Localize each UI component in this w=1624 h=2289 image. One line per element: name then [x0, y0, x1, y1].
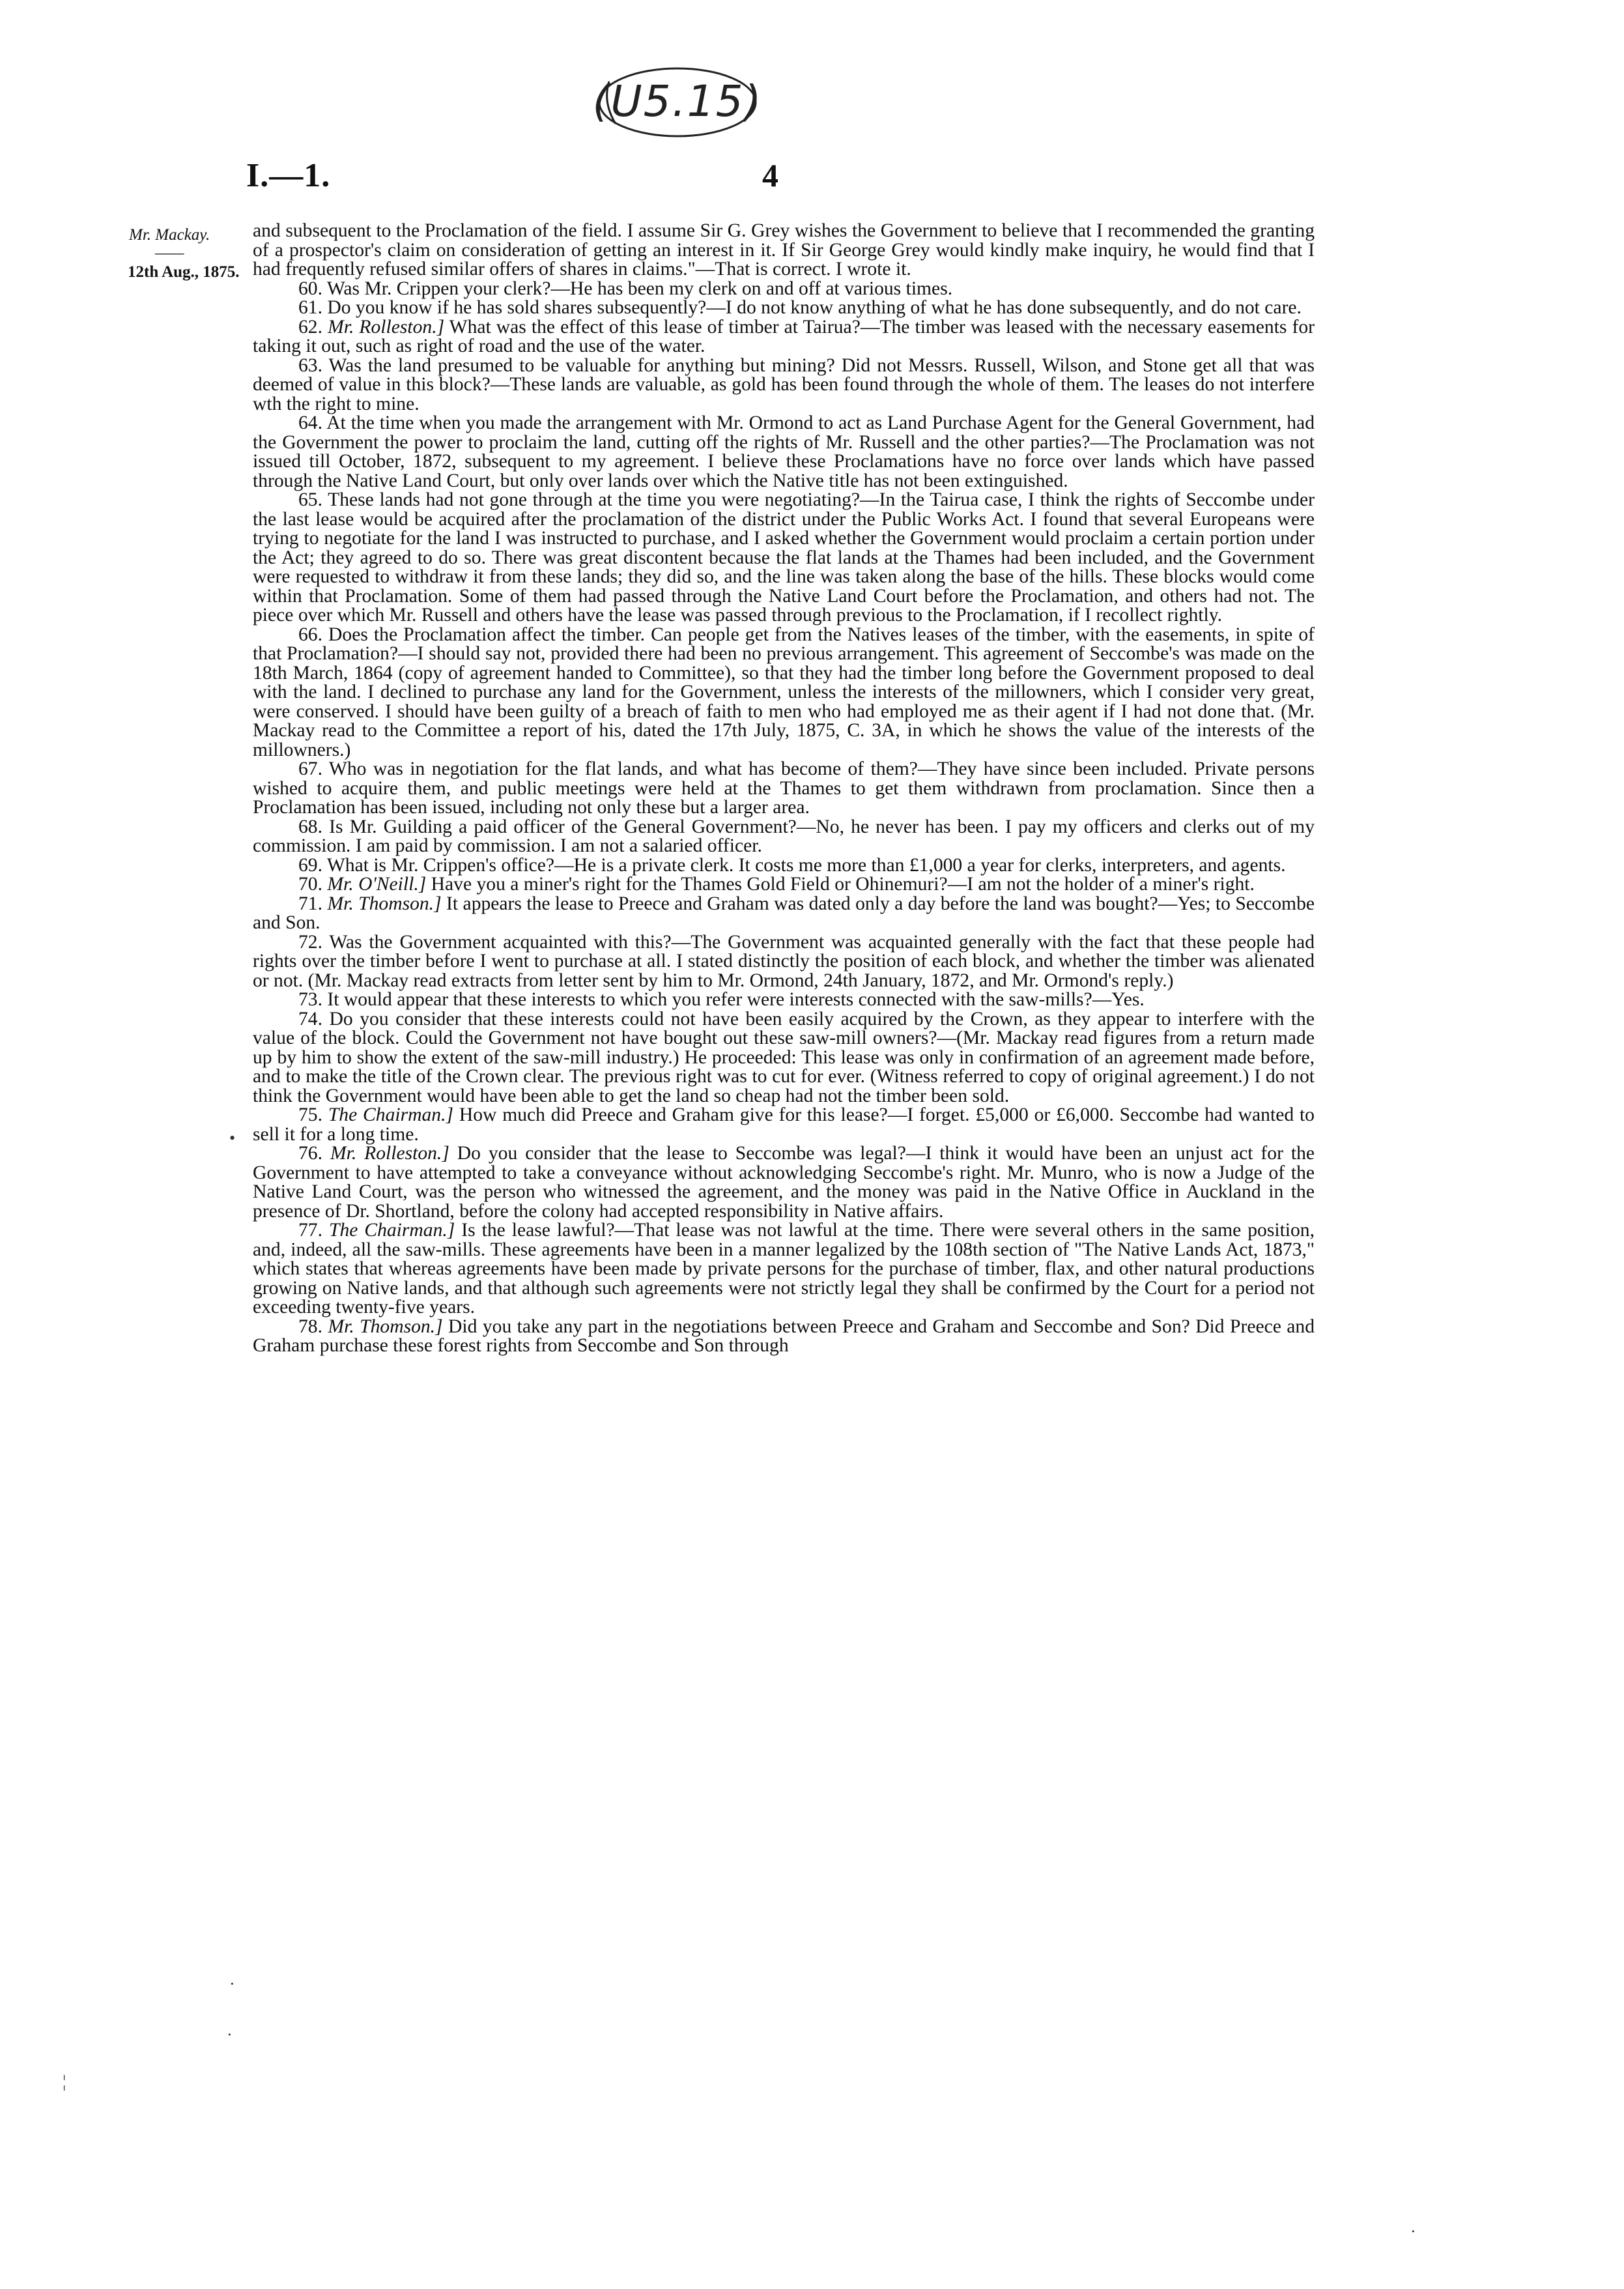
margin-date: 12th Aug., 1875.: [128, 263, 240, 281]
paragraph: [253, 875, 1315, 895]
paragraph: [253, 298, 1315, 318]
paragraph: [253, 1144, 1315, 1221]
paragraph: [253, 491, 1315, 626]
paragraph-text: 69. What is Mr. Crippen's office?—He is a private clerk. It costs me more than £1,000 a year for clerks, interpreters, and agents.: [298, 854, 1286, 876]
paragraph-text: 61. Do you know if he has sold shares subsequently?—I do not know anything of what he has done subsequently, and do not care.: [298, 297, 1302, 318]
paragraph-text: 66. Does the Proclamation affect the timber. Can people get from the Natives leases of the timber, with the easements, in spite of that Proclamation?—I should say not, provided there had been no previous arrangement. This agreement of Seccombe's was made on the 18th March, 1864 (copy of agreement handed to Committee), so that they had the timber long before the Government proposed to deal with the land. I declined to purchase any land for the Government, unless the interests of the millowners, which I consider very great, were conserved. I should have been guilty of a breach of faith to men who had employed me as their agent if I had not done that. (Mr. Mackay read to the Committee a report of his, dated the 17th July, 1875, C. 3A, in which he shows the value of the interests of the millowners.): [253, 624, 1315, 760]
testimony-body: [253, 222, 1315, 1356]
page-number: 4: [762, 157, 778, 194]
paragraph: [253, 356, 1315, 414]
paragraph-text: 67. Who was in negotiation for the flat lands, and what has become of them?—They have since been included. Private persons wished to acquire them, and public meetings were held at the Thames to get them withdrawn from proclamation. Since then a Proclamation has been issued, including not only these but a larger area.: [253, 758, 1315, 818]
questioner: The Chairman.]: [328, 1220, 455, 1241]
question-number: 76.: [298, 1143, 322, 1164]
paragraph-text: 64. At the time when you made the arrangement with Mr. Ormond to act as Land Purchase Agent for the General Government, had the Government the power to proclaim the land, cutting off the rights of Mr. Russell and the other parties?—The Proclamation was not issued till October, 1872, subsequent to my agreement. I believe these Proclamations have no force over lands which have passed through the Native Land Court, but only over lands over which the Native title has not been extinguished.: [253, 412, 1315, 491]
paragraph: [253, 1010, 1315, 1106]
question-number: 62.: [298, 316, 322, 338]
paragraph: [253, 760, 1315, 818]
questioner: Mr. Thomson.]: [327, 893, 442, 914]
paragraph: [253, 990, 1315, 1010]
paragraph: [253, 414, 1315, 491]
margin-dot-mark: ·: [1410, 2222, 1416, 2241]
paragraph: [253, 222, 1315, 280]
paragraph: [253, 856, 1315, 876]
questioner: Mr. Thomson.]: [328, 1316, 443, 1337]
paragraph-text: Did you take any part in the negotiations between Preece and Graham and Seccombe and Son? Did Preece and Graham purchase these forest rights from Seccombe and Son through: [253, 1316, 1315, 1356]
paragraph: [253, 1106, 1315, 1144]
handwritten-stamp: [590, 55, 765, 147]
paragraph: [253, 1221, 1315, 1317]
question-number: 71.: [298, 893, 322, 914]
paragraph-text: 72. Was the Government acquainted with this?—The Government was acquainted generally with the fact that these people had rights over the timber before I went to purchase at all. I stated distinctly the position of each block, and whether the timber was alienated or not. (Mr. Mackay read extracts from letter sent by him to Mr. Ormond, 24th January, 1872, and Mr. Ormond's reply.): [253, 931, 1315, 991]
margin-dash: ——: [155, 244, 184, 262]
paragraph-text: What was the effect of this lease of timber at Tairua?—The timber was leased with the necessary easements for taking it out, such as right of road and the use of the water.: [253, 316, 1315, 356]
question-number: 77.: [298, 1220, 322, 1241]
paragraph-text: 73. It would appear that these interests to which you refer were interests connected with the saw-mills?—Yes.: [298, 989, 1145, 1010]
margin-dot-mark: ·: [229, 1974, 235, 1993]
question-number: 78.: [298, 1316, 322, 1337]
paragraph: [253, 626, 1315, 760]
paragraph: [253, 1317, 1315, 1356]
paragraph: [253, 318, 1315, 356]
questioner: Mr. Rolleston.]: [330, 1143, 449, 1164]
stamp-text: (U5.15): [592, 76, 763, 126]
document-reference: I.—1.: [246, 157, 331, 194]
margin-speaker: Mr. Mackay.: [129, 226, 210, 244]
paragraph: [253, 280, 1315, 299]
question-number: 75.: [298, 1104, 322, 1125]
paragraph-text: 63. Was the land presumed to be valuable for anything but mining? Did not Messrs. Russell, Wilson, and Stone get all that was deemed of value in this block?—These lands are valuable, as gold has been found through the whole of them. The leases do not interfere wth the right to mine.: [253, 354, 1315, 414]
margin-tick-mark: ¦: [63, 2072, 66, 2091]
margin-dot-mark: ·: [227, 2025, 233, 2044]
paragraph-text: How much did Preece and Graham give for this lease?—I forget. £5,000 or £6,000. Seccombe had wanted to sell it for a long time.: [253, 1104, 1315, 1145]
question-number: 70.: [298, 874, 322, 895]
paragraph: [253, 933, 1315, 991]
paragraph-text: and subsequent to the Proclamation of the field. I assume Sir G. Grey wishes the Government to believe that I recommended the granting of a prospector's claim on consideration of getting an interest in it. If Sir George Grey would kindly make inquiry, he would find that I had frequently refused similar offers of shares in claims."—That is correct. I wrote it.: [253, 220, 1315, 280]
paragraph-text: 65. These lands had not gone through at the time you were negotiating?—In the Tairua case, I think the rights of Seccombe under the last lease would be acquired after the proclamation of the district under the Public Works Act. I found that several Europeans were trying to negotiate for the land I was instructed to purchase, and I asked whether the Government would proclaim a certain portion under the Act; they agreed to do so. There was great discontent because the flat lands at the Thames had been included, and the Government were requested to withdraw it from these lands; they did so, and the line was taken along the base of the hills. These blocks would come within that Proclamation. Some of them had passed through the Native Land Court before the Proclamation, and others had not. The piece over which Mr. Russell and others have the lease was passed through previous to the Proclamation, if I recollect rightly.: [253, 489, 1315, 626]
questioner: Mr. Rolleston.]: [328, 316, 445, 338]
questioner: The Chairman.]: [328, 1104, 453, 1125]
paragraph-text: 68. Is Mr. Guilding a paid officer of the General Government?—No, he never has been. I pay my officers and clerks out of my commission. I am paid by commission. I am not a salaried officer.: [253, 816, 1315, 856]
paragraph-text: 60. Was Mr. Crippen your clerk?—He has been my clerk on and off at various times.: [298, 278, 953, 299]
paragraph-text: It appears the lease to Preece and Graham was dated only a day before the land was bought?—Yes; to Seccombe and Son.: [253, 893, 1315, 933]
paragraph-text: Is the lease lawful?—That lease was not lawful at the time. There were several others in the same position, and, indeed, all the saw-mills. These agreements have been in a manner legalized by the 108th section of "The Native Lands Act, 1873," which states that whereas agreements have been made by private persons for the purchase of timber, flax, and other natural productions growing on Native lands, and that although such agreements were not strictly legal they shall be confirmed by the Court for a period not exceeding twenty-five years.: [253, 1220, 1315, 1317]
questioner: Mr. O'Neill.]: [327, 874, 427, 895]
paragraph-text: 74. Do you consider that these interests could not have been easily acquired by the Crown, as they appear to interfere with the value of the block. Could the Government not have bought out these saw-mill owners?—(Mr. Mackay read figures from a return made up by him to show the extent of the saw-mill industry.) He proceeded: This lease was only in confirmation of an agreement made before, and to make the title of the Crown clear. The previous right was to cut for ever. (Witness referred to copy of original agreement.) I do not think the Government would have been able to get the land so cheap had not the timber been sold.: [253, 1008, 1315, 1106]
paragraph-text: Do you consider that the lease to Seccombe was legal?—I think it would have been an unjust act for the Government to have attempted to take a conveyance without acknowledging Seccombe's right. Mr. Munro, who is now a Judge of the Native Land Court, was the person who witnessed the agreement, and the money was paid in the Native Office in Auckland in the presence of Dr. Shortland, before the colony had accepted responsibility in Native affairs.: [253, 1143, 1315, 1222]
paragraph: [253, 818, 1315, 856]
margin-dot-mark: •: [229, 1129, 236, 1147]
paragraph: [253, 895, 1315, 933]
paragraph-text: Have you a miner's right for the Thames Gold Field or Ohinemuri?—I am not the holder of a miner's right.: [431, 874, 1255, 895]
